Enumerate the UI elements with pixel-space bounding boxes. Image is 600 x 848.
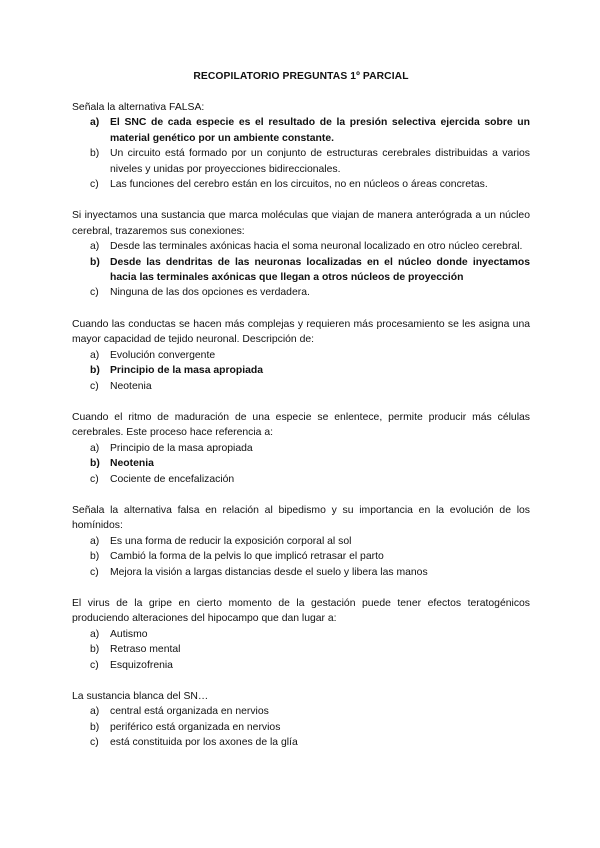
option-item	[72, 658, 530, 673]
option-letter: b)	[90, 721, 100, 733]
option-letter: c)	[90, 737, 99, 749]
option-item	[72, 363, 530, 378]
question-1	[72, 100, 530, 192]
option-text: Evolución convergente	[110, 349, 216, 361]
option-letter: c)	[90, 566, 99, 578]
option-list	[72, 627, 530, 673]
option-item	[72, 565, 530, 580]
option-letter: b)	[90, 644, 100, 656]
option-item	[72, 348, 530, 363]
option-list	[72, 704, 530, 750]
option-text: Es una forma de reducir la exposición corporal al sol	[110, 535, 352, 547]
option-item	[72, 642, 530, 657]
option-text: Desde las dendritas de las neuronas localizadas en el núcleo donde inyectamos hacia las terminales axónicas que llegan a otros núcleos de proyección	[110, 256, 530, 284]
option-letter: c)	[90, 473, 99, 485]
option-list	[72, 534, 530, 580]
option-letter: c)	[90, 380, 99, 392]
option-letter: a)	[90, 117, 100, 129]
option-letter: b)	[90, 458, 100, 470]
option-item	[72, 115, 530, 146]
option-item	[72, 177, 530, 192]
option-letter: a)	[90, 442, 100, 454]
question-stem: Señala la alternativa falsa en relación al bipedismo y su importancia en la evolución de los homínidos:	[72, 504, 530, 532]
option-text: Retraso mental	[110, 644, 181, 656]
option-text: Cociente de encefalización	[110, 473, 235, 485]
option-text: Neotenia	[110, 458, 154, 470]
option-text: central está organizada en nervios	[110, 706, 269, 718]
option-item	[72, 720, 530, 735]
option-text: Desde las terminales axónicas hacia el soma neuronal localizado en otro núcleo cerebral.	[110, 241, 523, 253]
option-item	[72, 534, 530, 549]
option-text: está constituida por los axones de la glía	[110, 737, 298, 749]
question-stem: El virus de la gripe en cierto momento de la gestación puede tener efectos teratogénicos produciendo alteraciones del hipocampo que dan lugar a:	[72, 597, 530, 625]
option-letter: b)	[90, 551, 100, 563]
option-letter: c)	[90, 179, 99, 191]
option-text: Principio de la masa apropiada	[110, 442, 253, 454]
question-7	[72, 689, 530, 751]
option-text: Principio de la masa apropiada	[110, 365, 264, 377]
option-list	[72, 348, 530, 394]
option-item	[72, 146, 530, 177]
document-title: RECOPILATORIO PREGUNTAS 1º PARCIAL	[193, 71, 409, 82]
option-text: periférico está organizada en nervios	[110, 721, 281, 733]
option-list	[72, 239, 530, 301]
question-stem: La sustancia blanca del SN…	[72, 691, 209, 702]
option-text: Neotenia	[110, 380, 152, 392]
option-item	[72, 456, 530, 471]
option-list	[72, 115, 530, 192]
option-item	[72, 704, 530, 719]
option-item	[72, 627, 530, 642]
option-item	[72, 255, 530, 286]
option-item	[72, 441, 530, 456]
option-item	[72, 472, 530, 487]
option-item	[72, 285, 530, 300]
option-letter: a)	[90, 535, 100, 547]
option-text: Ninguna de las dos opciones es verdadera.	[110, 287, 310, 299]
question-5	[72, 503, 530, 580]
option-letter: a)	[90, 628, 100, 640]
option-letter: a)	[90, 706, 100, 718]
question-stem: Si inyectamos una sustancia que marca moléculas que viajan de manera anterógrada a un núcleo cerebral, trazaremos sus conexiones:	[72, 210, 530, 237]
question-3	[72, 317, 530, 394]
option-text: El SNC de cada especie es el resultado de la presión selectiva ejercida sobre un material genético por un ambiente constante.	[110, 117, 530, 144]
option-letter: b)	[90, 365, 100, 377]
question-4	[72, 410, 530, 487]
option-item	[72, 549, 530, 564]
option-letter: a)	[90, 241, 100, 253]
option-text: Un circuito está formado por un conjunto de estructuras cerebrales distribuidas a varios niveles y unidas por proyecciones bidireccionales.	[110, 148, 530, 175]
question-stem: Cuando el ritmo de maduración de una especie se enlentece, permite producir más células cerebrales. Este proceso hace referencia a:	[72, 411, 530, 439]
option-item	[72, 735, 530, 750]
question-6	[72, 596, 530, 673]
option-item	[72, 239, 530, 254]
option-letter: b)	[90, 256, 100, 268]
question-2	[72, 208, 530, 300]
option-letter: b)	[90, 148, 100, 160]
question-stem: Cuando las conductas se hacen más complejas y requieren más procesamiento se les asigna una mayor capacidad de tejido neuronal. Descripción de:	[72, 318, 530, 346]
option-list	[72, 441, 530, 487]
option-letter: a)	[90, 349, 100, 361]
option-text: Esquizofrenia	[110, 659, 173, 671]
option-text: Mejora la visión a largas distancias desde el suelo y libera las manos	[110, 566, 428, 578]
option-text: Cambió la forma de la pelvis lo que implicó retrasar el parto	[110, 551, 384, 563]
option-item	[72, 379, 530, 394]
option-letter: c)	[90, 659, 99, 671]
question-stem: Señala la alternativa FALSA:	[72, 102, 205, 113]
option-letter: c)	[90, 287, 99, 299]
option-text: Autismo	[110, 628, 148, 640]
option-text: Las funciones del cerebro están en los circuitos, no en núcleos o áreas concretas.	[110, 179, 488, 191]
